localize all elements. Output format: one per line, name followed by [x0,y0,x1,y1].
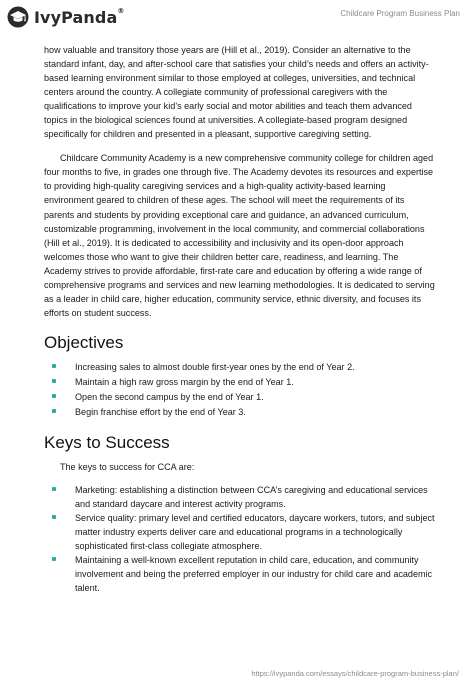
paragraph-intro-continued: how valuable and transitory those years are (Hill et al., 2019). Consider an alternative to the standard infant, day, and after-school care that satisfies your child’s needs and offers an activity-based learning environment similar to those employed at colleges, universities, and technical centers around the country. A collegiate community of professional caregivers with the qualifications to improve your kid’s early social and motor abilities and teach them advanced topics in the biological sciences found at universities. A collegiate-based program designed specifically for children and presented in a pleasant, supportive caregiving setting. [44,45,429,140]
bullet-icon [52,515,56,519]
list-item [44,405,436,419]
list-item-text: Increasing sales to almost double first-year ones by the end of Year 2. [75,361,355,372]
document-title: Childcare Program Business Plan [340,9,460,18]
bullet-icon [52,364,56,368]
list-item [44,553,436,595]
page-header [0,0,474,34]
list-item-text: Maintain a high raw gross margin by the end of Year 1. [75,376,294,387]
keys-lead-text: The keys to success for CCA are: [60,462,195,473]
section-heading-objectives: Objectives [44,332,124,352]
bullet-icon [52,409,56,413]
list-item-text: Service quality: primary level and certified educators, daycare workers, tutors, and subject matter industry experts deliver care and educational programs in a technologically sophisticated first-class collegiate atmosphere. [75,513,435,552]
keys-list [44,483,436,595]
list-item [44,360,436,374]
document-body [44,43,436,596]
list-item [44,375,436,389]
graduation-cap-logo-icon [7,6,29,28]
section-heading-keys-to-success: Keys to Success [44,433,170,453]
list-item [44,390,436,404]
brand-name: IvyPanda® [34,6,125,27]
bullet-icon [52,557,56,561]
footer-source-url[interactable]: https://ivypanda.com/essays/childcare-program-business-plan/ [251,669,459,678]
list-item-text: Marketing: establishing a distinction between CCA’s caregiving and educational services and standard daycare and interest activity programs. [75,485,428,510]
objectives-list [44,360,436,419]
list-item [44,511,436,553]
bullet-icon [52,394,56,398]
list-item-text: Maintaining a well-known excellent reputation in child care, education, and community involvement and being the preferred employer in our industry for child care and academic talent. [75,555,433,594]
ivypanda-logo[interactable] [7,6,124,28]
list-item [44,483,436,511]
list-item-text: Begin franchise effort by the end of Year 3. [75,407,246,418]
bullet-icon [52,379,56,383]
bullet-icon [52,487,56,491]
paragraph-academy-description: Childcare Community Academy is a new comprehensive community college for children aged four months to five, in grades one through five. The Academy devotes its resources and expertise to providing high-quality caregiving services and a high-quality activity-based learning environment geared to children of these ages. The school will meet the requirements of its parents and students by providing exceptional care and guidance, an advanced curriculum, customizable programming, involvement in the local community, and commercial collaborations (Hill et al., 2019). It is dedicated to accessibility and inclusivity and its open-door approach welcomes those who want to give their children better care, readiness, and learning. The Academy strives to provide affordable, first-rate care and education by offering a wide range of comprehensive programs and services and new learning methodologies. It is dedicated to serving as a leader in child care, higher education, community service, ethnic diversity, and focuses its efforts on student success. [44,153,435,318]
list-item-text: Open the second campus by the end of Year 1. [75,391,264,402]
